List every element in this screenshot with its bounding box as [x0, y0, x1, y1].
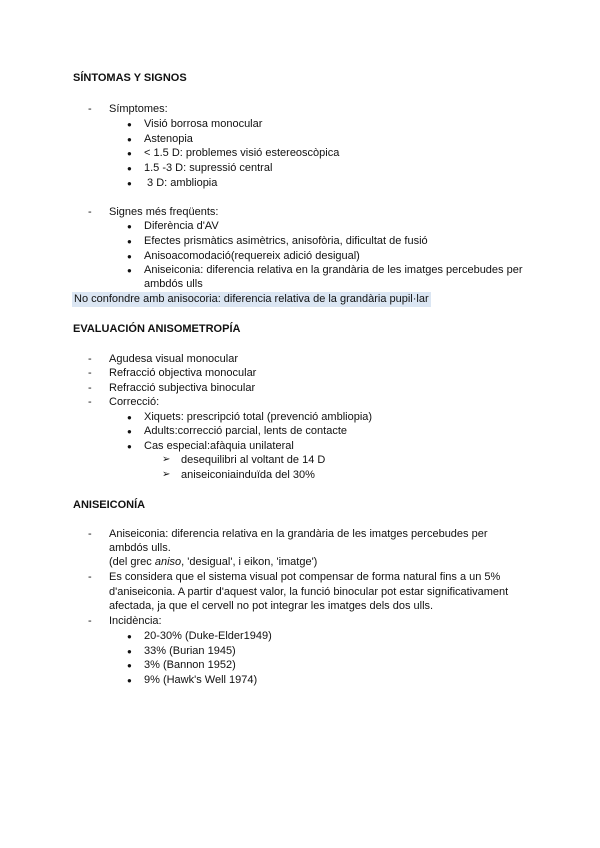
list-item: Efectes prismàtics asimètrics, anisofòria, dificultat de fusió: [144, 235, 428, 247]
list-item: Refracció subjectiva binocular: [109, 382, 256, 394]
bullet-icon: ●: [127, 135, 132, 144]
dash-bullet: -: [88, 367, 92, 379]
list-item: Correcció:: [109, 396, 160, 408]
list-item: 9% (Hawk's Well 1974): [144, 674, 258, 686]
etymology-prefix: (del grec: [109, 556, 155, 568]
list-item: 3% (Bannon 1952): [144, 659, 236, 671]
list-item: Visió borrosa monocular: [144, 118, 263, 130]
bullet-icon: ●: [127, 120, 132, 129]
dash-bullet: -: [88, 396, 92, 408]
signes-label: Signes més freqüents:: [109, 206, 219, 218]
list-item: 20-30% (Duke-Elder1949): [144, 630, 272, 642]
list-item: Xiquets: prescripció total (prevenció ambliopia): [144, 411, 373, 423]
list-item: Adults:correcció parcial, lents de contacte: [144, 425, 347, 437]
etymology-line: [109, 555, 317, 570]
bullet-icon: ●: [127, 413, 132, 422]
bullet-icon: ●: [127, 661, 132, 670]
bullet-icon: ●: [127, 632, 132, 641]
definition-line: Aniseiconia: diferencia relativa en la grandària de les imatges percebudes per: [109, 528, 488, 540]
incidencia-label: Incidència:: [109, 615, 162, 627]
paragraph-line: d'aniseiconia. A partir d'aquest valor, la funció binocular pot estar significativament: [109, 586, 509, 598]
list-item: desequilibri al voltant de 14 D: [181, 454, 326, 466]
list-item: 3 D: ambliopia: [144, 177, 218, 189]
bullet-icon: ●: [127, 647, 132, 656]
dash-bullet: -: [88, 528, 92, 540]
list-item-continuation: ambdós ulls: [144, 278, 203, 290]
list-item: 33% (Burian 1945): [144, 645, 236, 657]
list-item: Aniseiconia: diferencia relativa en la grandària de les imatges percebudes per: [144, 264, 523, 276]
arrow-bullet-icon: ➢: [162, 454, 171, 465]
list-item: aniseiconiainduïda del 30%: [181, 469, 315, 481]
arrow-bullet-icon: ➢: [162, 469, 171, 480]
list-item: Astenopia: [144, 133, 193, 145]
dash-bullet: -: [88, 353, 92, 365]
dash-bullet: -: [88, 571, 92, 583]
highlighted-note: No confondre amb anisocoria: diferencia relativa de la grandària pupil·lar: [74, 293, 429, 305]
etymology-italic: aniso: [154, 556, 182, 568]
list-item: 1.5 -3 D: supressió central: [144, 162, 273, 174]
section-heading-aniseiconia: ANISEICONÍA: [73, 499, 146, 511]
list-item: Anisoacomodació(requereix adició desigual): [144, 250, 360, 262]
dash-bullet: -: [88, 206, 92, 218]
bullet-icon: ●: [127, 149, 132, 158]
paragraph-line: afectada, ja que el cervell no pot integrar les imatges dels dos ulls.: [109, 600, 434, 612]
section-heading-evaluacion: EVALUACIÓN ANISOMETROPÍA: [73, 323, 241, 335]
dash-bullet: -: [88, 103, 92, 115]
simptomes-label: Símptomes:: [109, 103, 168, 115]
list-item: Cas especial:afàquia unilateral: [144, 440, 294, 452]
bullet-icon: ●: [127, 179, 132, 188]
bullet-icon: ●: [127, 676, 132, 685]
definition-line: ambdós ulls.: [109, 542, 171, 554]
list-item: Refracció objectiva monocular: [109, 367, 257, 379]
bullet-icon: ●: [127, 266, 132, 275]
list-item: Agudesa visual monocular: [109, 353, 239, 365]
bullet-icon: ●: [127, 252, 132, 261]
bullet-icon: ●: [127, 237, 132, 246]
bullet-icon: ●: [127, 427, 132, 436]
dash-bullet: -: [88, 382, 92, 394]
etymology-suffix: , 'desigual', i eikon, 'imatge'): [181, 556, 318, 568]
list-item: Diferència d'AV: [144, 220, 219, 232]
bullet-icon: ●: [127, 222, 132, 231]
dash-bullet: -: [88, 615, 92, 627]
bullet-icon: ●: [127, 164, 132, 173]
paragraph-line: Es considera que el sistema visual pot compensar de forma natural fins a un 5%: [109, 571, 501, 583]
bullet-icon: ●: [127, 442, 132, 451]
section-heading-sintomas: SÍNTOMAS Y SIGNOS: [73, 72, 187, 84]
list-item: < 1.5 D: problemes visió estereoscòpica: [144, 147, 340, 159]
